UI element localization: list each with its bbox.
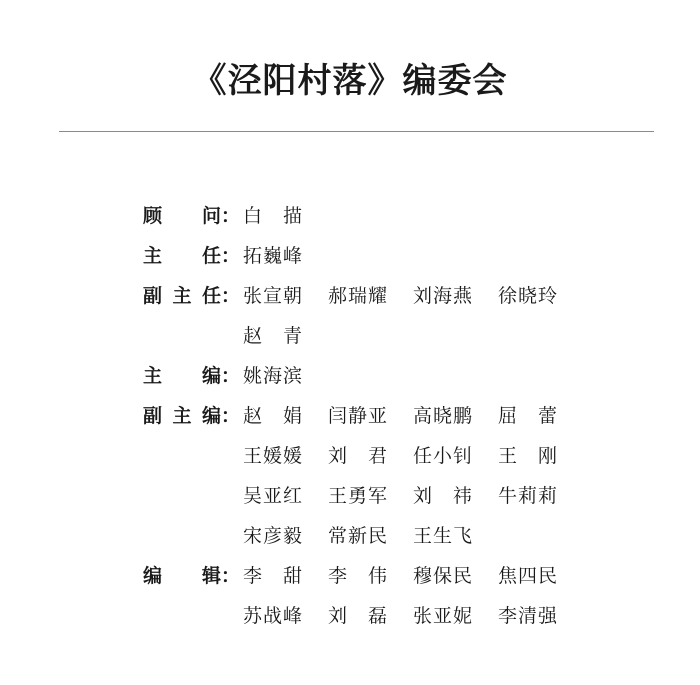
member-name: 王 刚 (498, 445, 559, 467)
member-name: 赵 青 (243, 325, 304, 347)
role-label-text: 副 主 任 (143, 285, 221, 307)
member-name: 刘 祎 (413, 485, 474, 507)
member-name: 闫静亚 (328, 405, 389, 427)
member-name: 苏战峰 (243, 605, 304, 627)
member-name: 牛莉莉 (498, 485, 559, 507)
member-name: 刘海燕 (413, 285, 474, 307)
role-row (143, 556, 663, 636)
member-name: 张宣朝 (243, 285, 304, 307)
role-label-text: 顾 问 (143, 205, 221, 227)
member-name: 姚海滨 (243, 365, 304, 387)
member-name: 王勇军 (328, 485, 389, 507)
member-name: 刘 君 (328, 445, 389, 467)
role-label-text: 编 辑 (143, 565, 221, 587)
page-title: 《泾阳村落》编委会 (192, 61, 508, 101)
member-name: 王媛媛 (243, 445, 304, 467)
role-label (143, 396, 243, 436)
role-row (143, 396, 663, 556)
member-name: 李清强 (498, 605, 559, 627)
member-name: 郝瑞耀 (328, 285, 389, 307)
member-name: 任小钊 (413, 445, 474, 467)
role-colon: ： (221, 405, 241, 427)
role-row (143, 276, 663, 356)
name-list (243, 196, 583, 236)
role-label (143, 236, 243, 276)
role-colon: ： (221, 205, 241, 227)
member-name: 屈 蕾 (498, 405, 559, 427)
committee-list (143, 196, 663, 636)
member-name: 常新民 (328, 525, 389, 547)
member-name: 王生飞 (413, 525, 474, 547)
member-name: 拓巍峰 (243, 245, 304, 267)
role-colon: ： (221, 245, 241, 267)
member-name: 徐晓玲 (498, 285, 559, 307)
role-label (143, 276, 243, 316)
member-name: 赵 娟 (243, 405, 304, 427)
role-label-text: 副 主 编 (143, 405, 221, 427)
role-row (143, 236, 663, 276)
member-name: 刘 磊 (328, 605, 389, 627)
member-name: 高晓鹏 (413, 405, 474, 427)
role-label (143, 196, 243, 236)
member-name: 穆保民 (413, 565, 474, 587)
role-row (143, 356, 663, 396)
member-name: 吴亚红 (243, 485, 304, 507)
role-colon: ： (221, 285, 241, 307)
role-colon: ： (221, 365, 241, 387)
member-name: 焦四民 (498, 565, 559, 587)
member-name: 白 描 (243, 205, 304, 227)
name-list (243, 556, 583, 636)
title-divider (59, 131, 654, 132)
role-label (143, 356, 243, 396)
name-list (243, 396, 583, 556)
role-label (143, 556, 243, 596)
name-list (243, 276, 583, 356)
member-name: 宋彦毅 (243, 525, 304, 547)
name-list (243, 236, 583, 276)
role-label-text: 主 任 (143, 245, 221, 267)
member-name: 李 伟 (328, 565, 389, 587)
member-name: 李 甜 (243, 565, 304, 587)
role-row (143, 196, 663, 236)
role-label-text: 主 编 (143, 365, 221, 387)
member-name: 张亚妮 (413, 605, 474, 627)
name-list (243, 356, 583, 396)
role-colon: ： (221, 565, 241, 587)
